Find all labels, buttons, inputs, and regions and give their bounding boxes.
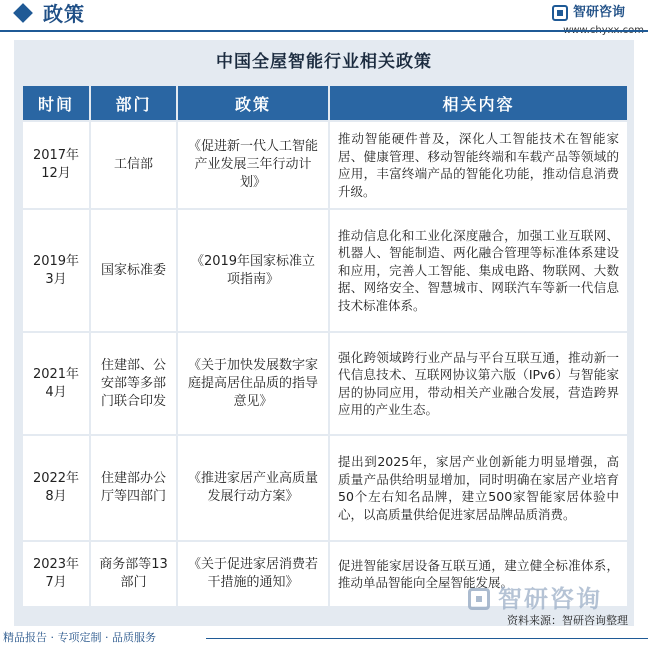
cell-policy: 《2019年国家标准立项指南》 — [178, 210, 328, 331]
cell-dept: 国家标准委 — [91, 210, 176, 331]
table-row — [23, 542, 627, 606]
table-header-row — [23, 86, 627, 120]
table-row — [23, 333, 627, 434]
column-header-time: 时间 — [23, 86, 89, 120]
cell-policy: 《促进新一代人工智能产业发展三年行动计划》 — [178, 122, 328, 208]
logo-name: 智研咨询 — [573, 5, 626, 20]
footer-divider — [206, 638, 648, 639]
cell-policy: 《关于加快发展数字家庭提高居住品质的指导意见》 — [178, 333, 328, 434]
cell-policy: 《推进家居产业高质量发展行动方案》 — [178, 436, 328, 540]
diamond-icon — [13, 3, 33, 23]
source-note — [14, 614, 634, 628]
section-title: 政策 — [43, 2, 85, 26]
cell-policy: 《关于促进家居消费若干措施的通知》 — [178, 542, 328, 606]
cell-content: 推动智能硬件普及，深化人工智能技术在智能家居、健康管理、移动智能终端和车载产品等领域的应用，丰富终端产品的智能化功能，推动信息消费升级。 — [330, 122, 627, 208]
cell-time: 2017年12月 — [23, 122, 89, 208]
page-footer — [0, 627, 648, 649]
cell-time: 2021年4月 — [23, 333, 89, 434]
cell-time: 2019年3月 — [23, 210, 89, 331]
watermark-text: 智研咨询 — [498, 585, 602, 613]
policy-table — [21, 84, 629, 608]
cell-dept: 住建部、公安部等多部门联合印发 — [91, 333, 176, 434]
brand-logo — [548, 2, 648, 42]
table-row — [23, 210, 627, 331]
policy-panel — [14, 40, 634, 626]
header-divider — [0, 30, 648, 32]
cell-content: 促进智能家居设备互联互通，建立健全标准体系，推动单品智能向全屋智能发展。 — [330, 542, 627, 606]
cell-content: 提出到2025年，家居产业创新能力明显增强，高质量产品供给明显增加，同时明确在家居产业培育50个左右知名品牌，建立500家智能家居体验中心，以高质量供给促进家居品牌品质消费。 — [330, 436, 627, 540]
cell-dept: 住建部办公厅等四部门 — [91, 436, 176, 540]
logo-icon — [552, 5, 568, 21]
table-title: 中国全屋智能行业相关政策 — [216, 52, 432, 72]
cell-dept: 商务部等13部门 — [91, 542, 176, 606]
column-header-dept: 部门 — [91, 86, 176, 120]
table-row — [23, 122, 627, 208]
cell-dept: 工信部 — [91, 122, 176, 208]
footer-tagline: 精品报告 · 专项定制 · 品质服务 — [3, 631, 156, 644]
table-row — [23, 436, 627, 540]
column-header-policy: 政策 — [178, 86, 328, 120]
column-header-content: 相关内容 — [330, 86, 627, 120]
source-text: 资料来源：智研咨询整理 — [507, 614, 628, 627]
cell-content: 强化跨领域跨行业产品与平台互联互通，推动新一代信息技术、互联网协议第六版（IPv6）与智能家居的协同应用，带动相关产业融合发展，营造跨界应用的产业生态。 — [330, 333, 627, 434]
cell-content: 推动信息化和工业化深度融合，加强工业互联网、机器人、智能制造、两化融合管理等标准体系建设和应用，完善人工智能、集成电路、物联网、大数据、网络安全、智慧城市、网联汽车等新一代信息技术标准体系。 — [330, 210, 627, 331]
cell-time: 2023年7月 — [23, 542, 89, 606]
page-header — [0, 0, 648, 30]
cell-time: 2022年8月 — [23, 436, 89, 540]
